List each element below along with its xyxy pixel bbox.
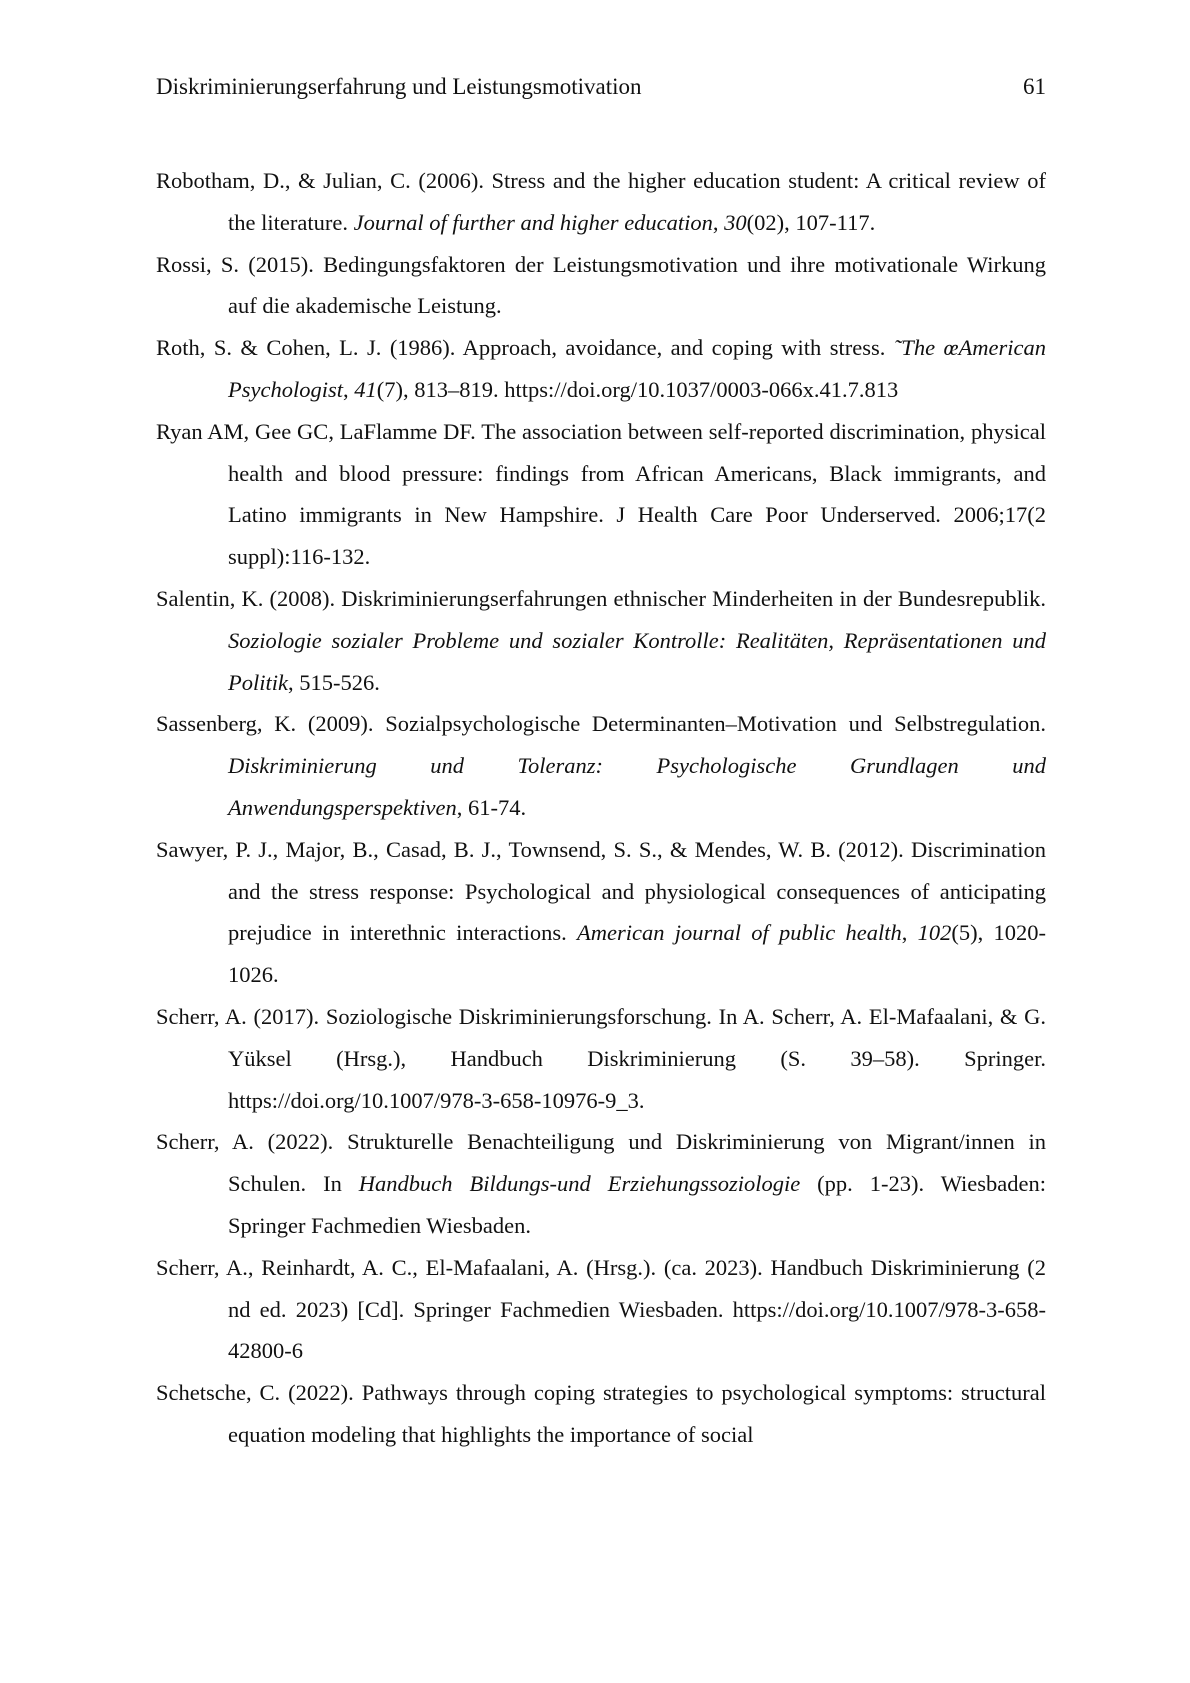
page-number: 61 xyxy=(1023,74,1046,99)
reference-italic-text: ˜The œAmerican Psychologist xyxy=(228,335,1046,402)
reference-text: (5), 1020-1026. xyxy=(228,920,1046,988)
reference-entry xyxy=(156,703,1046,828)
reference-entry xyxy=(156,160,1046,244)
reference-italic-text: Diskriminierung und Toleranz: Psychologische Grundlagen und Anwendungsperspektiven xyxy=(228,753,1046,820)
reference-italic-text: 30 xyxy=(724,209,747,235)
reference-italic-text: Journal of further and higher education xyxy=(353,209,713,235)
reference-text: , xyxy=(901,920,918,946)
reference-text: Roth, S. & Cohen, L. J. (1986). Approach, avoidance, and coping with stress. xyxy=(156,335,894,361)
reference-entry xyxy=(156,411,1046,578)
reference-italic-text: Handbuch Bildungs-und Erziehungssoziologie xyxy=(358,1171,801,1197)
reference-text: Scherr, A. (2022). Strukturelle Benachteiligung und Diskriminierung von Migrant/innen in Schulen. In xyxy=(156,1129,1046,1197)
reference-italic-text: Soziologie sozialer Probleme und sozialer Kontrolle: Realitäten, Repräsentationen und Politik xyxy=(228,627,1046,695)
running-header xyxy=(156,66,1046,108)
reference-italic-text: 102 xyxy=(917,920,952,946)
reference-list xyxy=(156,160,1046,1456)
reference-text: Sawyer, P. J., Major, B., Casad, B. J., Townsend, S. S., & Mendes, W. B. (2012). Discrimination and the stress response: Psychological and physiological consequences of anticipating prejudice in interethnic interactions. xyxy=(156,836,1046,946)
reference-italic-text: American journal of public health xyxy=(577,920,902,946)
reference-text: (7), 813–819. https://doi.org/10.1037/0003-066x.41.7.813 xyxy=(376,376,899,402)
reference-entry xyxy=(156,829,1046,996)
reference-text: , 515-526. xyxy=(288,669,380,695)
reference-text: Scherr, A., Reinhardt, A. C., El-Mafaalani, A. (Hrsg.). (ca. 2023). Handbuch Diskriminierung (2 nd ed. 2023) [Cd]. Springer Fachmedien Wiesbaden. https://doi.org/10.1007/978-3-658-42800-6 xyxy=(156,1254,1046,1364)
reference-text: Rossi, S. (2015). Bedingungsfaktoren der Leistungsmotivation und ihre motivationale Wirkung auf die akademische Leistung. xyxy=(156,251,1046,319)
reference-entry xyxy=(156,1372,1046,1456)
reference-text: , xyxy=(712,209,725,235)
reference-text: , xyxy=(342,376,355,402)
reference-italic-text: 41 xyxy=(354,376,377,402)
reference-text: Robotham, D., & Julian, C. (2006). Stress and the higher education student: A critical review of the literature. xyxy=(156,168,1046,235)
reference-text: Sassenberg, K. (2009). Sozialpsychologische Determinanten–Motivation und Selbstregulation. xyxy=(156,711,1046,737)
reference-text: Ryan AM, Gee GC, LaFlamme DF. The association between self-reported discrimination, physical health and blood pressure: findings from African Americans, Black immigrants, and Latino immigrants in New Hampshire. J Health Care Poor Underserved. 2006;17(2 suppl):116-132. xyxy=(156,418,1046,570)
reference-text: , 61-74. xyxy=(456,794,527,820)
running-header-title: Diskriminierungserfahrung und Leistungsmotivation xyxy=(156,74,642,99)
reference-entry xyxy=(156,578,1046,703)
reference-text: (pp. 1-23). Wiesbaden: Springer Fachmedien Wiesbaden. xyxy=(228,1171,1046,1238)
reference-entry xyxy=(156,996,1046,1121)
reference-entry xyxy=(156,244,1046,328)
reference-text: (02), 107-117. xyxy=(746,209,876,235)
reference-text: Salentin, K. (2008). Diskriminierungserfahrungen ethnischer Minderheiten in der Bundesrepublik. xyxy=(156,585,1046,611)
reference-entry xyxy=(156,327,1046,411)
reference-text: Schetsche, C. (2022). Pathways through coping strategies to psychological symptoms: structural equation modeling that highlights the importance of social xyxy=(156,1380,1046,1447)
reference-text: Scherr, A. (2017). Soziologische Diskriminierungsforschung. In A. Scherr, A. El-Mafaalani, & G. Yüksel (Hrsg.), Handbuch Diskriminierung (S. 39–58). Springer. https://doi.org/10.1007/978-3-658-10976-9_3. xyxy=(156,1003,1046,1113)
reference-entry xyxy=(156,1121,1046,1246)
reference-entry xyxy=(156,1247,1046,1372)
